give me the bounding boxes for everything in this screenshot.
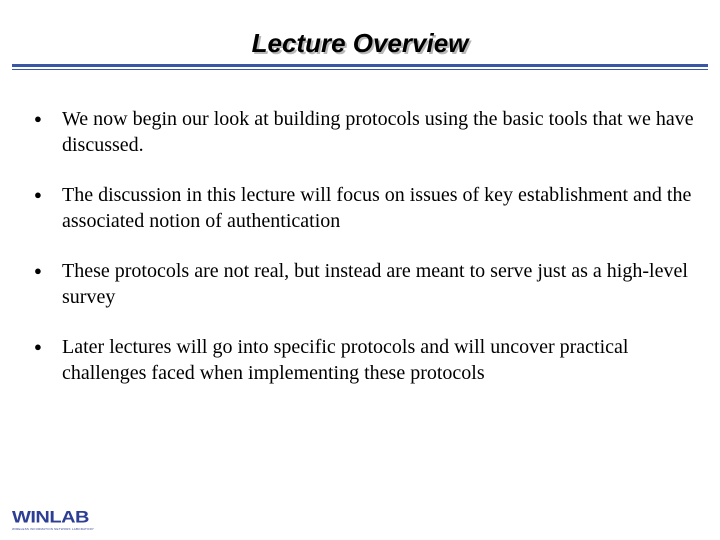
bullet-text: Later lectures will go into specific protocols and will uncover practical challenges faced when implementing these protocols bbox=[62, 336, 629, 384]
bullet-item bbox=[34, 258, 694, 310]
bullet-item bbox=[34, 106, 694, 158]
bullet-item bbox=[34, 182, 694, 234]
bullet-dot-icon: ● bbox=[34, 339, 42, 354]
bullet-text: We now begin our look at building protocols using the basic tools that we have discussed. bbox=[62, 108, 694, 156]
winlab-logo bbox=[12, 508, 94, 531]
logo-wordmark: WINLAB bbox=[12, 508, 89, 527]
bullet-text: These protocols are not real, but instead are meant to serve just as a high-level survey bbox=[62, 260, 688, 308]
logo-tagline: WIRELESS INFORMATION NETWORK LABORATORY bbox=[12, 527, 95, 531]
title-underline bbox=[12, 64, 708, 67]
bullet-dot-icon: ● bbox=[34, 263, 42, 278]
bullet-dot-icon: ● bbox=[34, 187, 42, 202]
bullet-text: The discussion in this lecture will focus on issues of key establishment and the associated notion of authentication bbox=[62, 184, 692, 232]
bullet-item bbox=[34, 334, 694, 386]
title-underline-thin bbox=[12, 69, 708, 70]
bullet-dot-icon: ● bbox=[34, 111, 42, 126]
slide-title: Lecture Overview bbox=[251, 28, 469, 58]
bullet-list bbox=[34, 106, 694, 410]
